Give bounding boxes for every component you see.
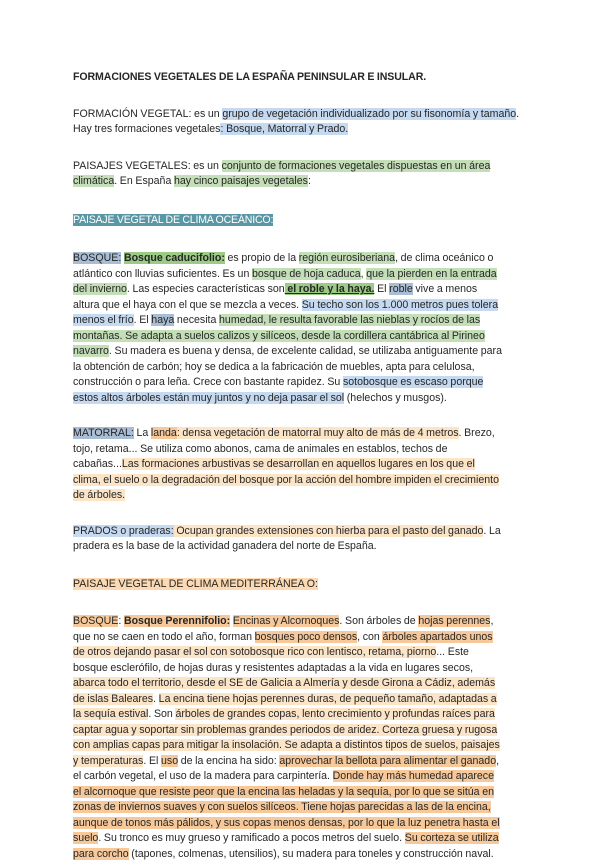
highlight-orange: clima, el suelo o la degradación del bosque por la acción del hombre impiden el crecimiento <box>73 473 499 486</box>
highlight-orange: aprovechar la bellota para alimentar el ganado <box>279 754 497 767</box>
label-matorral: MATORRAL: <box>73 427 134 439</box>
highlight-orange: aunque de tonos más pálidos, y sus copas menos densas, por lo que la luz penetra hasta el <box>73 816 500 829</box>
text-run: La <box>133 427 151 439</box>
text-run: FORMACIÓN VEGETAL: es un <box>73 107 223 120</box>
highlight-orange: el alcornoque que resiste peor que la encina las heladas y la sequía, por lo que se sitúa en <box>73 785 494 798</box>
highlight-blue: roble <box>389 283 413 295</box>
highlight-orange: la sequía estival <box>73 708 149 720</box>
highlight-orange: Donde hay más humedad aparece <box>332 770 494 782</box>
highlight-orange: de otros dejando pasar el sol con sotobosque rico con lentisco, retama, piorno <box>73 646 437 658</box>
label-bosque: BOSQUE: <box>73 252 122 264</box>
document-page <box>73 70 528 862</box>
highlight-blue: sotobosque es escaso porque <box>342 376 484 388</box>
text-run: el carbón vegetal, el uso de la madera para carpintería. <box>73 770 333 782</box>
text-run: la obtención de carbón; hoy se dedica a la fabricación de muebles, apta para celulosa, <box>73 360 475 373</box>
paragraph-bosque-perennifolio <box>73 614 528 862</box>
highlight-orange: La encina tiene hojas perennes duras, de pequeño tamaño, adaptadas a <box>158 692 497 705</box>
text-run: (helechos y musgos). <box>344 391 447 404</box>
text-run: , <box>496 754 500 767</box>
highlight-orange: abarca todo el territorio, desde el SE de Galicia a Almería y desde Girona a Cádiz, además <box>73 677 496 689</box>
text-run: . En España <box>114 175 174 187</box>
heading-mediterraneo <box>73 577 528 593</box>
highlight-orange: captar agua y soportar sin problemas grandes periodos de aridez. Corteza gruesa y rugosa <box>73 723 498 736</box>
highlight-orange: Su corteza se utiliza <box>404 832 499 844</box>
highlight-green: montañas. Se adapta a suelos calizos y silíceos, desde la cordillera cantábrica al Pirineo <box>73 329 485 342</box>
highlight-green-strong: el roble y la haya. <box>284 283 375 295</box>
highlight-orange: Las formaciones arbustivas se desarrollan en aquellos lugares en los que el <box>121 458 475 470</box>
text-run: bosque esclerófilo, de hojas duras y resistentes adaptadas a la vida en lugares secos, <box>73 661 474 674</box>
text-run: . Su tronco es muy grueso y ramificado a pocos metros del suelo. <box>98 832 405 844</box>
text-run: . Son <box>148 708 176 720</box>
highlight-orange: y temperaturas <box>73 754 144 767</box>
highlight-orange: Encinas y Alcornoques <box>232 615 340 627</box>
text-run: construcción o para leña. Crece con bastante rapidez. Su <box>73 376 343 388</box>
highlight-blue: : Bosque, Matorral y Prado. <box>220 123 349 135</box>
text-run: : <box>307 175 311 187</box>
paragraph-matorral <box>73 426 528 504</box>
text-run: pradera es la base de la actividad ganadera del norte de España. <box>73 540 377 552</box>
text-run: atlántico con lluvias suficientes. Es un <box>73 267 252 280</box>
text-run: altura que el haya con el que se mezcla a veces. <box>73 298 302 311</box>
highlight-green: conjunto de formaciones vegetales dispuestas en un área climática <box>73 159 491 187</box>
highlight-blue: Su techo son los 1.000 metros pues tolera <box>301 298 499 311</box>
label-bosque: BOSQUE <box>73 615 119 627</box>
highlight-green: humedad <box>219 314 264 326</box>
text-run: . Brezo, <box>458 427 495 439</box>
highlight-orange: para corcho <box>73 847 129 860</box>
highlight-orange: : densa vegetación de matorral muy alto de más de 4 metros <box>176 427 459 439</box>
highlight-orange: hojas perennes <box>418 615 491 627</box>
paragraph-prados <box>73 524 528 555</box>
text-run: . Las especies características son <box>126 283 285 295</box>
label-prados: PRADOS o praderas: <box>73 524 174 537</box>
highlight-orange: árboles apartados unos <box>382 630 493 643</box>
highlight-green: del invierno <box>73 283 127 295</box>
heading-oceanico-text: PAISAJE VEGETAL DE CLIMA OCEÁNICO: <box>73 213 274 226</box>
text-run: . Son árboles de <box>339 615 419 627</box>
text-run: . Hay tres formaciones vegetales <box>73 107 520 135</box>
highlight-orange: uso <box>161 754 179 767</box>
text-run: , <box>490 615 494 627</box>
highlight-blue: menos el frío <box>73 314 134 326</box>
label-bosque-perennifolio: Bosque Perennifolio: <box>123 615 231 627</box>
highlight-green: , le resulta favorable las nieblas y rocíos de las <box>263 314 481 326</box>
highlight-green: hay cinco paisajes vegetales <box>173 175 308 187</box>
text-run: tojo, retama... Se utiliza como abonos, cama de animales en establos, techos de <box>73 442 448 455</box>
text-run: , <box>360 267 367 280</box>
highlight-blue: grupo de vegetación individualizado por su fisonomía y tamaño <box>222 107 517 120</box>
highlight-orange: de islas Baleares <box>73 692 154 705</box>
text-run: . Su madera es buena y densa, de excelente calidad, se utilizaba antiguamente para <box>108 345 502 357</box>
highlight-green: bosque de hoja caduca <box>251 267 361 280</box>
highlight-orange: Ocupan grandes extensiones con hierba para el pasto del ganado <box>173 524 484 537</box>
text-run: es propio de la <box>224 252 299 264</box>
text-run: de la encina ha sido: <box>178 754 280 767</box>
label-bosque-caducifolio: Bosque caducifolio: <box>123 252 225 264</box>
paragraph-formacion-vegetal <box>73 107 528 138</box>
highlight-orange: árboles de grandes copas, lento crecimiento y profundas raíces para <box>175 708 495 720</box>
highlight-green: que la pierden en la entrada <box>366 267 497 280</box>
highlight-blue: haya <box>151 314 175 326</box>
heading-mediterraneo-text: PAISAJE VEGETAL DE CLIMA MEDITERRÁNEA O: <box>73 577 318 590</box>
text-run: : <box>118 615 124 627</box>
paragraph-paisajes-vegetales <box>73 159 528 190</box>
paragraph-bosque-caducifolio <box>73 251 528 406</box>
highlight-green: región eurosiberiana <box>298 252 396 264</box>
text-run: que no se caen en todo el año, forman <box>73 630 255 643</box>
text-run: necesita <box>174 314 220 326</box>
text-run: . <box>153 692 159 705</box>
highlight-orange: landa <box>150 427 177 439</box>
highlight-blue: estos altos árboles están muy juntos y no deja pasar el sol <box>73 391 345 404</box>
highlight-orange: bosques poco densos <box>254 630 358 643</box>
text-run: (tapones, colmenas, utensilios), su madera para toneles y construcción naval. <box>128 847 494 860</box>
text-run: . El <box>143 754 162 767</box>
text-run: . El <box>133 314 152 326</box>
highlight-orange: con amplias capas para mitigar la insolación. Se adapta a distintos tipos de suelos, paisajes <box>73 739 500 751</box>
highlight-orange: de árboles. <box>73 489 126 501</box>
text-run: ... Este <box>436 646 469 658</box>
text-run: vive a menos <box>412 283 478 295</box>
text-run: . La <box>483 524 501 537</box>
document-title: FORMACIONES VEGETALES DE LA ESPAÑA PENINSULAR E INSULAR. <box>73 71 427 83</box>
text-run: cabañas... <box>73 458 122 470</box>
text-run: PAISAJES VEGETALES: es un <box>73 159 222 172</box>
text-run: , de clima oceánico o <box>395 252 494 264</box>
text-run: , con <box>357 630 383 643</box>
highlight-orange: zonas de inviernos suaves y con suelos silíceos. Tiene hojas parecidas a las de la encina, <box>73 801 491 813</box>
highlight-orange: suelo <box>73 832 99 844</box>
highlight-green: navarro <box>73 345 109 357</box>
text-run: El <box>374 283 390 295</box>
heading-oceanico <box>73 213 528 229</box>
